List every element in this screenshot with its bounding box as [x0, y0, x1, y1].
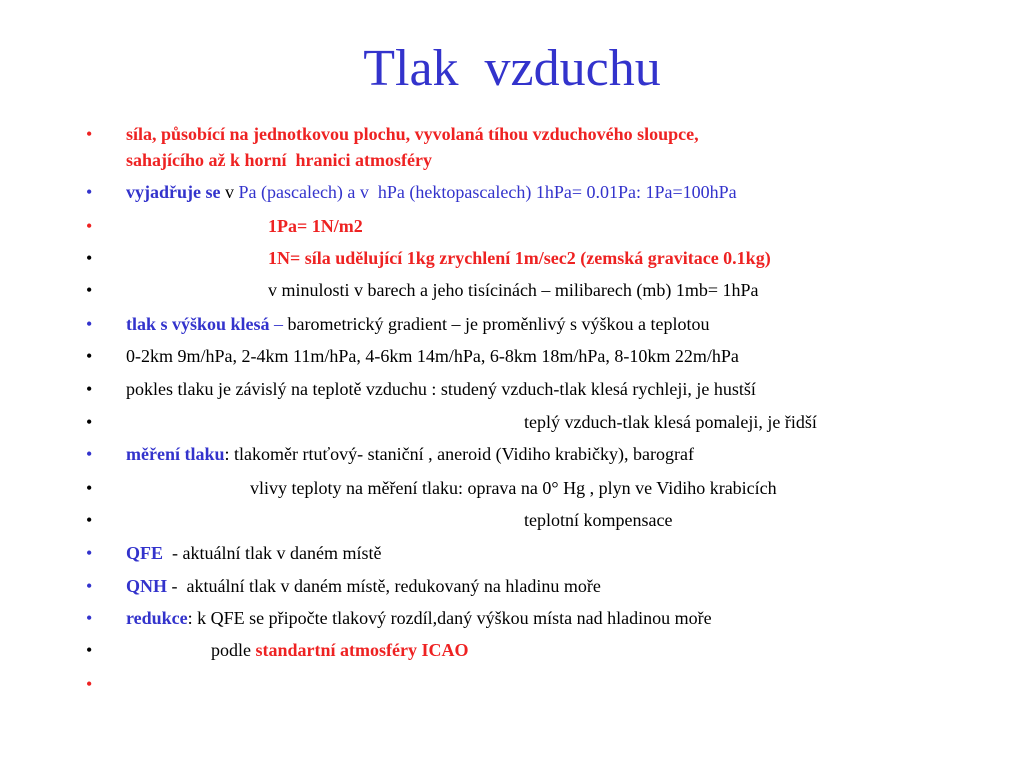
bullet-marker: • [86, 543, 93, 563]
bullet-marker: • [86, 379, 93, 399]
bullet-marker: • [86, 444, 93, 464]
bullet-text [126, 574, 601, 598]
bullet-term: tlak s výškou klesá [126, 314, 270, 334]
bullet-term: standartní atmosféry ICAO [255, 640, 469, 660]
slide-title: Tlak vzduchu [363, 40, 661, 97]
bullet-text-rest: barometrický gradient – je proměnlivý s výškou a teplotou [287, 314, 710, 334]
bullet-term: měření tlaku [126, 444, 225, 464]
bullet-text-rest: : k QFE se připočte tlakový rozdíl,daný výškou místa nad hladinou moře [187, 608, 712, 628]
bullet-marker: • [86, 478, 93, 498]
bullet-text [126, 442, 694, 466]
bullet-marker: • [86, 510, 93, 530]
bullet-text-pre: podle [211, 640, 256, 660]
bullet-text: pokles tlaku je závislý na teplotě vzduchu : studený vzduch-tlak klesá rychleji, je hustší [126, 379, 756, 399]
bullet-marker: • [86, 280, 93, 300]
bullet-text-rest: : tlakoměr rtuťový- staniční , aneroid (Vidiho krabičky), barograf [224, 444, 694, 464]
bullet-text-continued: sahajícího až k horní hranici atmosféry [126, 150, 432, 170]
bullet-marker: • [86, 216, 93, 236]
bullet-marker: • [86, 412, 93, 432]
bullet-marker: • [86, 674, 93, 694]
bullet-text-rest: - aktuální tlak v daném místě [163, 543, 382, 563]
bullet-marker: • [86, 182, 93, 202]
bullet-text [126, 312, 709, 336]
bullet-text [126, 541, 381, 565]
bullet-marker: • [86, 640, 93, 660]
bullet-marker: • [86, 608, 93, 628]
bullet-text: v minulosti v barech a jeho tisícinách – milibarech (mb) 1mb= 1hPa [268, 280, 759, 300]
bullet-text: teplotní kompensace [524, 510, 673, 530]
bullet-text: 1Pa= 1N/m2 [268, 216, 363, 236]
bullet-term: QFE [126, 543, 164, 563]
bullet-text-rest: Pa (pascalech) a v hPa (hektopascalech) 1hPa= 0.01Pa: 1Pa=100hPa [238, 182, 737, 202]
bullet-text: teplý vzduch-tlak klesá pomaleji, je řidší [524, 412, 817, 432]
bullet-marker: • [86, 248, 93, 268]
bullet-text: 1N= síla udělující 1kg zrychlení 1m/sec2 (zemská gravitace 0.1kg) [268, 248, 771, 268]
bullet-marker: • [86, 124, 93, 144]
bullet-text [126, 606, 712, 630]
bullet-dash: – [269, 314, 288, 334]
bullet-text: síla, působící na jednotkovou plochu, vyvolaná tíhou vzduchového sloupce, [126, 124, 699, 144]
bullet-term: QNH [126, 576, 168, 596]
bullet-marker: • [86, 314, 93, 334]
bullet-text-rest: - aktuální tlak v daném místě, redukovaný na hladinu moře [167, 576, 601, 596]
bullet-marker: • [86, 576, 93, 596]
bullet-text [126, 180, 737, 204]
bullet-text-mid: v [220, 182, 239, 202]
bullet-text: vlivy teploty na měření tlaku: oprava na 0° Hg , plyn ve Vidiho krabicích [250, 478, 777, 498]
bullet-text: 0-2km 9m/hPa, 2-4km 11m/hPa, 4-6km 14m/hPa, 6-8km 18m/hPa, 8-10km 22m/hPa [126, 346, 739, 366]
bullet-text [211, 638, 469, 662]
bullet-marker: • [86, 346, 93, 366]
bullet-term: vyjadřuje se [126, 182, 221, 202]
bullet-term: redukce [126, 608, 188, 628]
